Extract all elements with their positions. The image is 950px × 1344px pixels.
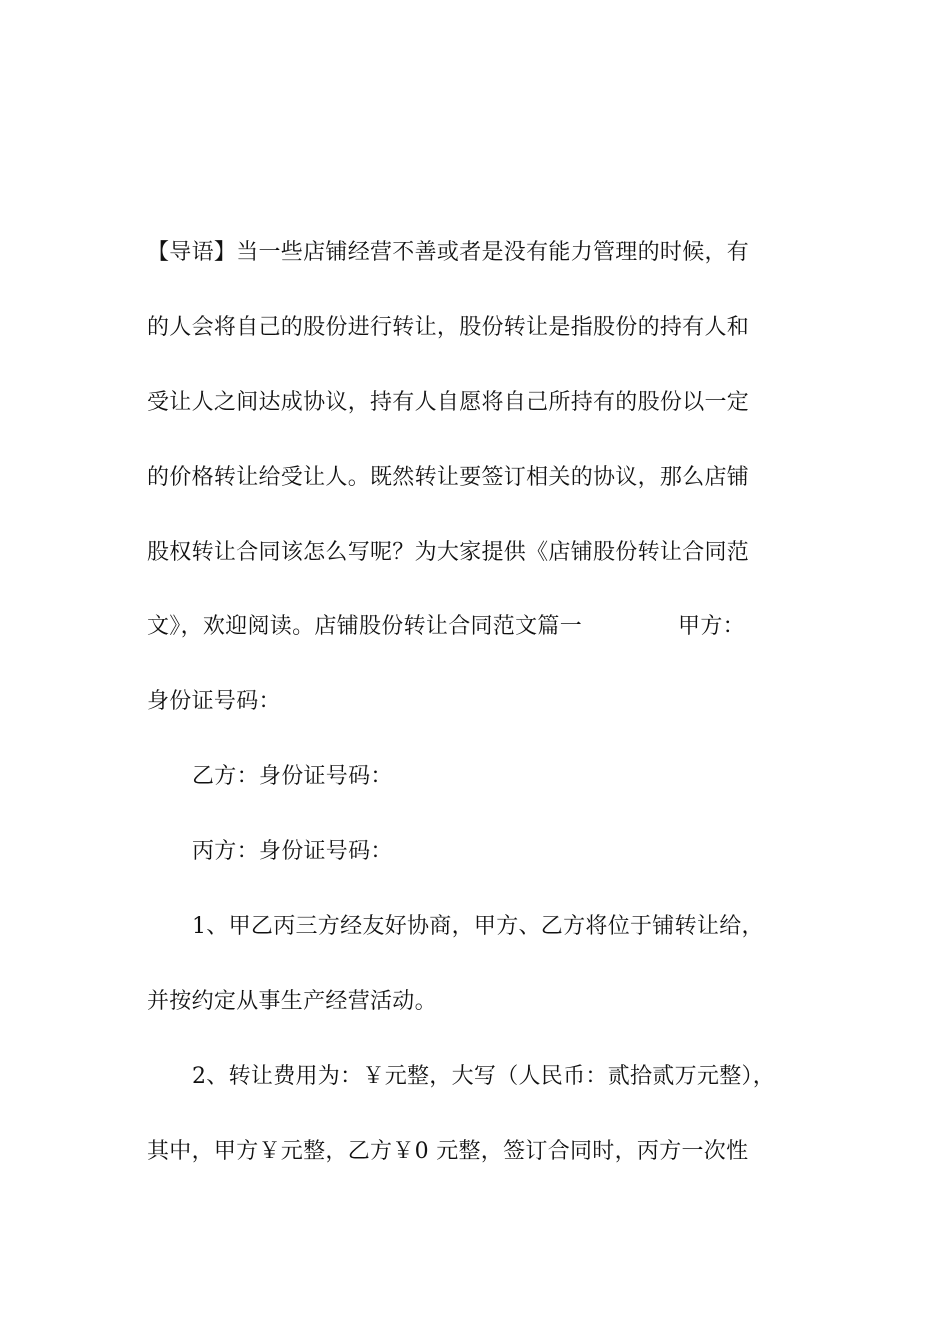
clause-2-line: 2、转让费用为：￥元整，大写（人民币：贰拾贰万元整）， [192,1064,776,1089]
party-a-id-label: 身份证号码： [147,689,281,714]
clause-2-line: 其中，甲方￥元整，乙方￥0 元整，签订合同时，丙方一次性 [147,1139,749,1164]
paragraph-line: 受让人之间达成协议，持有人自愿将自己所持有的股份以一定 [147,390,750,415]
paragraph-line [147,612,745,642]
paragraph-line: 股权转让合同该怎么写呢？为大家提供《店铺股份转让合同范 [147,540,750,565]
paragraph-line: 【导语】当一些店铺经营不善或者是没有能力管理的时候，有 [147,240,750,265]
party-a-label: 甲方： [678,614,745,639]
clause-1-line: 1、甲乙丙三方经友好协商，甲方、乙方将位于铺转让给， [192,914,764,939]
party-c-label: 丙方：身份证号码： [192,839,393,864]
clause-1-line: 并按约定从事生产经营活动。 [147,989,437,1014]
intro-end-text: 文》，欢迎阅读。店铺股份转让合同范文篇一 [147,614,583,639]
party-b-label: 乙方：身份证号码： [192,764,393,789]
paragraph-line: 的价格转让给受让人。既然转让要签订相关的协议，那么店铺 [147,465,750,490]
paragraph-line: 的人会将自己的股份进行转让，股份转让是指股份的持有人和 [147,315,750,340]
